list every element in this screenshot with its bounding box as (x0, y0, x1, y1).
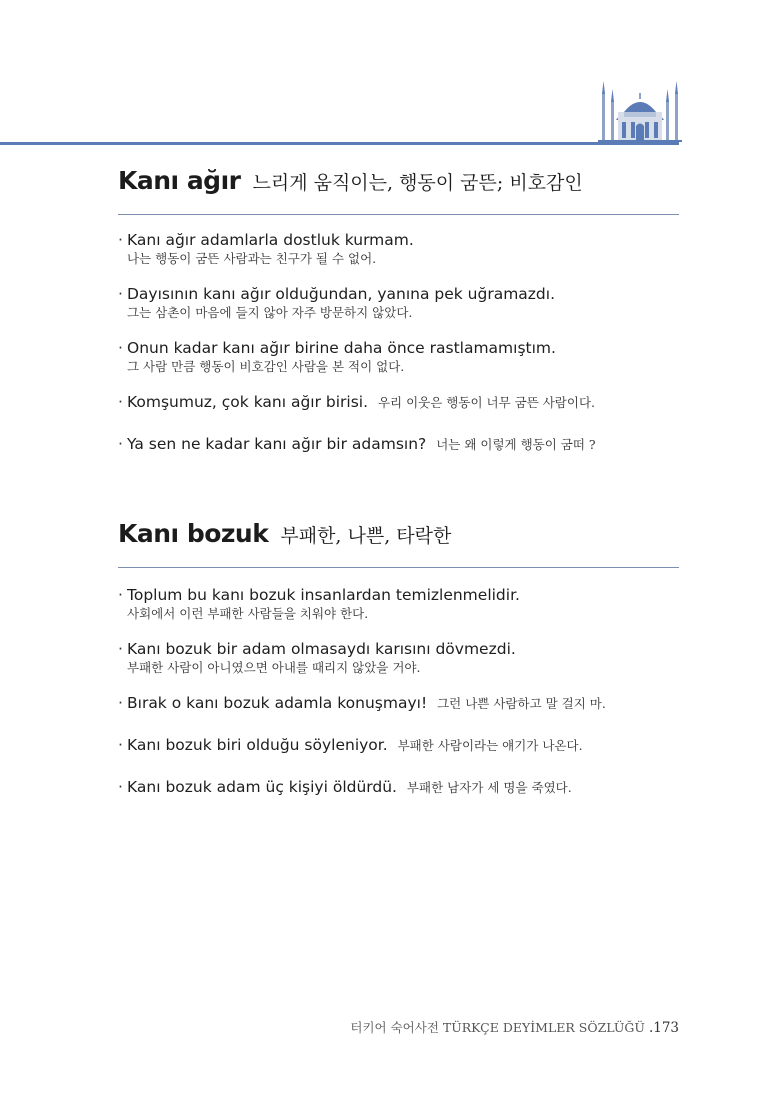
korean-translation: 부패한 사람이 아니였으면 아내를 때리지 않았을 거야. (127, 660, 421, 675)
page-footer (350, 1018, 679, 1036)
turkish-sentence: Onun kadar kanı ağır birine daha önce rastlamamıştım. (127, 339, 556, 357)
korean-translation: 그런 나쁜 사람하고 말 걸지 마. (437, 696, 606, 711)
example-list (118, 585, 679, 798)
section-divider (118, 214, 679, 215)
idiom-heading (118, 519, 679, 559)
turkish-sentence: Komşumuz, çok kanı ağır birisi. (127, 393, 369, 411)
example-item (118, 338, 679, 376)
korean-translation: 너는 왜 이렇게 행동이 굼떠 ? (436, 437, 596, 452)
mosque-icon (598, 78, 682, 144)
turkish-sentence: Kanı bozuk adam üç kişiyi öldürdü. (127, 778, 397, 796)
example-item (118, 585, 679, 623)
example-item (118, 434, 679, 455)
turkish-sentence: Kanı ağır adamlarla dostluk kurmam. (127, 231, 414, 249)
page-number: .173 (648, 1020, 679, 1036)
korean-translation: 부패한 남자가 세 명을 죽였다. (406, 780, 572, 795)
example-item (118, 735, 679, 756)
turkish-sentence: Kanı bozuk bir adam olmasaydı karısını dövmezdi. (127, 640, 516, 658)
korean-translation: 그는 삼촌이 마음에 들지 않아 자주 방문하지 않았다. (127, 305, 413, 320)
idiom-meaning: 부패한, 나쁜, 타락한 (280, 525, 452, 547)
turkish-sentence: Bırak o kanı bozuk adamla konuşmayı! (127, 694, 428, 712)
idiom-term: Kanı bozuk (118, 519, 269, 548)
header-rule (0, 142, 679, 145)
turkish-sentence: Toplum bu kanı bozuk insanlardan temizlenmelidir. (127, 586, 520, 604)
korean-translation: 나는 행동이 굼뜬 사람과는 친구가 될 수 없어. (127, 251, 377, 266)
example-item (118, 639, 679, 677)
example-item (118, 693, 679, 714)
korean-translation: 부패한 사람이라는 얘기가 나온다. (397, 738, 583, 753)
example-list (118, 230, 679, 455)
korean-translation: 그 사람 만큼 행동이 비호감인 사람을 본 적이 없다. (127, 359, 405, 374)
turkish-sentence: Kanı bozuk biri olduğu söyleniyor. (127, 736, 388, 754)
footer-label: 터키어 숙어사전 TÜRKÇE DEYİMLER SÖZLÜĞÜ (350, 1020, 645, 1035)
turkish-sentence: Ya sen ne kadar kanı ağır bir adamsın? (127, 435, 427, 453)
korean-translation: 우리 이웃은 행동이 너무 굼뜬 사람이다. (377, 395, 596, 410)
korean-translation: 사회에서 이런 부패한 사람들을 치워야 한다. (127, 606, 369, 621)
example-item (118, 777, 679, 798)
idiom-section (118, 519, 679, 798)
idiom-meaning: 느리게 움직이는, 행동이 굼뜬; 비호감인 (252, 172, 583, 194)
idiom-heading (118, 166, 679, 206)
section-divider (118, 567, 679, 568)
idiom-section (118, 166, 679, 455)
example-item (118, 392, 679, 413)
example-item (118, 230, 679, 268)
idiom-term: Kanı ağır (118, 166, 241, 195)
turkish-sentence: Dayısının kanı ağır olduğundan, yanına pek uğramazdı. (127, 285, 555, 303)
example-item (118, 284, 679, 322)
